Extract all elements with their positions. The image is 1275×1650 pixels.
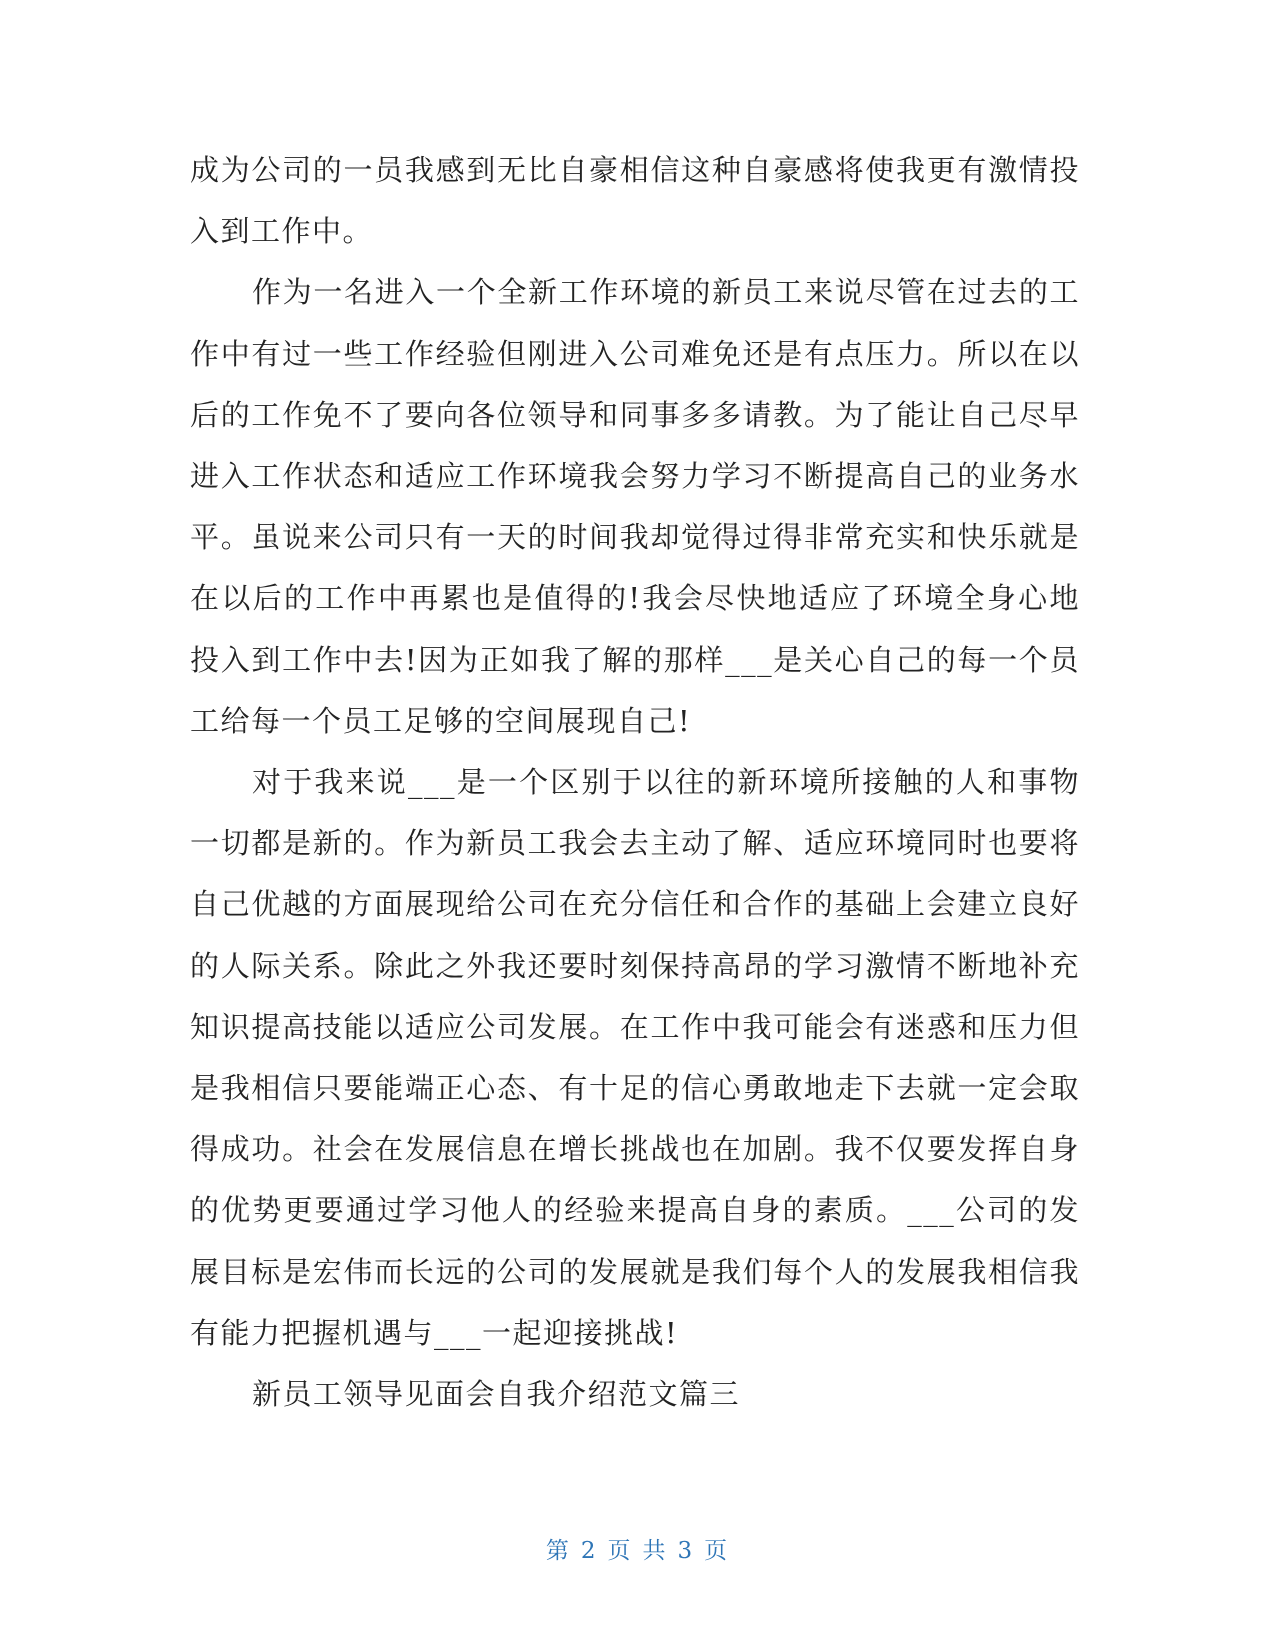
footer-prefix: 第 (545, 1538, 571, 1564)
footer-current-page: 2 (580, 1538, 598, 1564)
page-footer (0, 1532, 1275, 1565)
paragraph-3: 对于我来说___是一个区别于以往的新环境所接触的人和事物一切都是新的。作为新员工我会去主动了解、适应环境同时也要将自己优越的方面展现给公司在充分信任和合作的基础上会建立良好的人际关系。除此之外我还要时刻保持高昂的学习激情不断地补充知识提高技能以适应公司发展。在工作中我可能会有迷惑和压力但是我相信只要能端正心态、有十足的信心勇敢地走下去就一定会取得成功。社会在发展信息在增长挑战也在加剧。我不仅要发挥自身的优势更要通过学习他人的经验来提高自身的素质。___公司的发展目标是宏伟而长远的公司的发展就是我们每个人的发展我相信我有能力把握机遇与___一起迎接挑战! (190, 765, 1080, 1350)
document-body (190, 140, 1080, 1425)
footer-total-pages: 3 (677, 1538, 695, 1564)
paragraph-1: 成为公司的一员我感到无比自豪相信这种自豪感将使我更有激情投入到工作中。 (190, 153, 1080, 249)
footer-total-prefix: 共 (642, 1538, 668, 1564)
section-heading: 新员工领导见面会自我介绍范文篇三 (252, 1377, 741, 1412)
footer-suffix: 页 (704, 1538, 730, 1564)
footer-page-label: 页 (607, 1538, 633, 1564)
paragraph-2: 作为一名进入一个全新工作环境的新员工来说尽管在过去的工作中有过一些工作经验但刚进入公司难免还是有点压力。所以在以后的工作免不了要向各位领导和同事多多请教。为了能让自己尽早进入工作状态和适应工作环境我会努力学习不断提高自己的业务水平。虽说来公司只有一天的时间我却觉得过得非常充实和快乐就是在以后的工作中再累也是值得的!我会尽快地适应了环境全身心地投入到工作中去!因为正如我了解的那样___是关心自己的每一个员工给每一个员工足够的空间展现自己! (190, 275, 1080, 738)
